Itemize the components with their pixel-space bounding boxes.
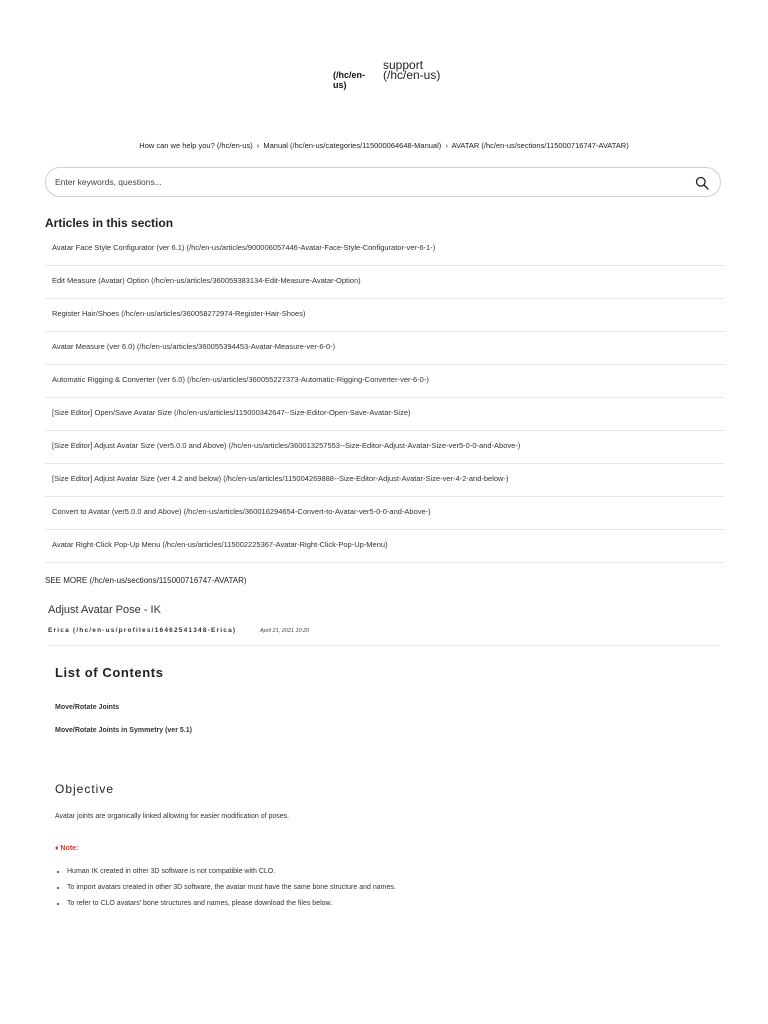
breadcrumb-home-link[interactable]: How can we help you? (/hc/en-us) bbox=[139, 141, 253, 150]
breadcrumb-manual-link[interactable]: Manual (/hc/en-us/categories/115000064648-Manual) bbox=[263, 141, 442, 150]
objective-heading: Objective bbox=[55, 782, 115, 796]
support-logo-link[interactable]: support (/hc/en-us) bbox=[383, 58, 441, 82]
article-link[interactable]: [Size Editor] Adjust Avatar Size (ver5.0.0 and Above) (/hc/en-us/articles/360013257553--Size-Editor-Adjust-Avatar-Size-ver5-0-0-and-Above-) bbox=[45, 431, 724, 464]
toc-title: List of Contents bbox=[55, 665, 164, 680]
toc-link-move-rotate-symmetry[interactable]: Move/Rotate Joints in Symmetry (ver 5.1) bbox=[55, 727, 192, 734]
note-list bbox=[55, 866, 396, 914]
article-link[interactable]: Edit Measure (Avatar) Option (/hc/en-us/articles/360059383134-Edit-Measure-Avatar-Option) bbox=[45, 266, 724, 299]
note-item: • Human IK created in other 3D software is not compatible with CLO. bbox=[67, 866, 396, 882]
note-item: • To refer to CLO avatars' bone structures and names, please download the files below. bbox=[67, 898, 396, 914]
section-article-list bbox=[45, 233, 724, 563]
objective-text: Avatar joints are organically linked allowing for easier modification of poses. bbox=[55, 813, 290, 820]
article-link[interactable]: [Size Editor] Adjust Avatar Size (ver 4.2 and below) (/hc/en-us/articles/115004269888--Size-Editor-Adjust-Avatar-Size-ver-4-2-and-below-) bbox=[45, 464, 724, 497]
article-link[interactable]: Convert to Avatar (ver5.0.0 and Above) (/hc/en-us/articles/360016294654-Convert-to-Avatar-ver5-0-0-and-Above-) bbox=[45, 497, 724, 530]
toc-link-move-rotate-joints[interactable]: Move/Rotate Joints bbox=[55, 704, 120, 711]
breadcrumb bbox=[0, 141, 768, 150]
note-item: • To import avatars created in other 3D software, the avatar must have the same bone structure and names. bbox=[67, 882, 396, 898]
search-icon[interactable] bbox=[695, 176, 709, 190]
article-link[interactable]: Avatar Right-Click Pop-Up Menu (/hc/en-us/articles/115002225367-Avatar-Right-Click-Pop-Up-Menu) bbox=[45, 530, 724, 563]
article-link[interactable]: Register Hair/Shoes (/hc/en-us/articles/360058272974-Register-Hair-Shoes) bbox=[45, 299, 724, 332]
article-title: Adjust Avatar Pose - IK bbox=[48, 604, 161, 616]
author-link[interactable]: Erica (/hc/en-us/profiles/16462541348-Erica) bbox=[48, 627, 237, 634]
search-input[interactable] bbox=[55, 174, 675, 190]
breadcrumb-avatar-link[interactable]: AVATAR (/hc/en-us/sections/115000716747-AVATAR) bbox=[451, 141, 629, 150]
home-logo-link[interactable]: (/hc/en-us) bbox=[333, 70, 366, 90]
divider bbox=[48, 645, 720, 646]
search-bar bbox=[45, 167, 721, 197]
see-more-link[interactable]: SEE MORE (/hc/en-us/sections/115000716747-AVATAR) bbox=[45, 576, 247, 585]
article-link[interactable]: Automatic Rigging & Converter (ver 6.0) (/hc/en-us/articles/360055227373-Automatic-Rigging-Converter-ver-6-0-) bbox=[45, 365, 724, 398]
article-link[interactable]: Avatar Measure (ver 6.0) (/hc/en-us/articles/360055394453-Avatar-Measure-ver-6-0-) bbox=[45, 332, 724, 365]
article-link[interactable]: Avatar Face Style Configurator (ver 6.1) (/hc/en-us/articles/900006057446-Avatar-Face-Style-Configurator-ver-6-1-) bbox=[45, 233, 724, 266]
article-link[interactable]: [Size Editor] Open/Save Avatar Size (/hc/en-us/articles/115000342647--Size-Editor-Open-Save-Avatar-Size) bbox=[45, 398, 724, 431]
breadcrumb-separator: › bbox=[256, 141, 260, 150]
article-date: April 21, 2021 10:20 bbox=[260, 628, 310, 634]
section-title: Articles in this section bbox=[45, 216, 174, 230]
breadcrumb-separator: › bbox=[445, 141, 448, 150]
note-label: ♦ Note: bbox=[55, 845, 79, 852]
